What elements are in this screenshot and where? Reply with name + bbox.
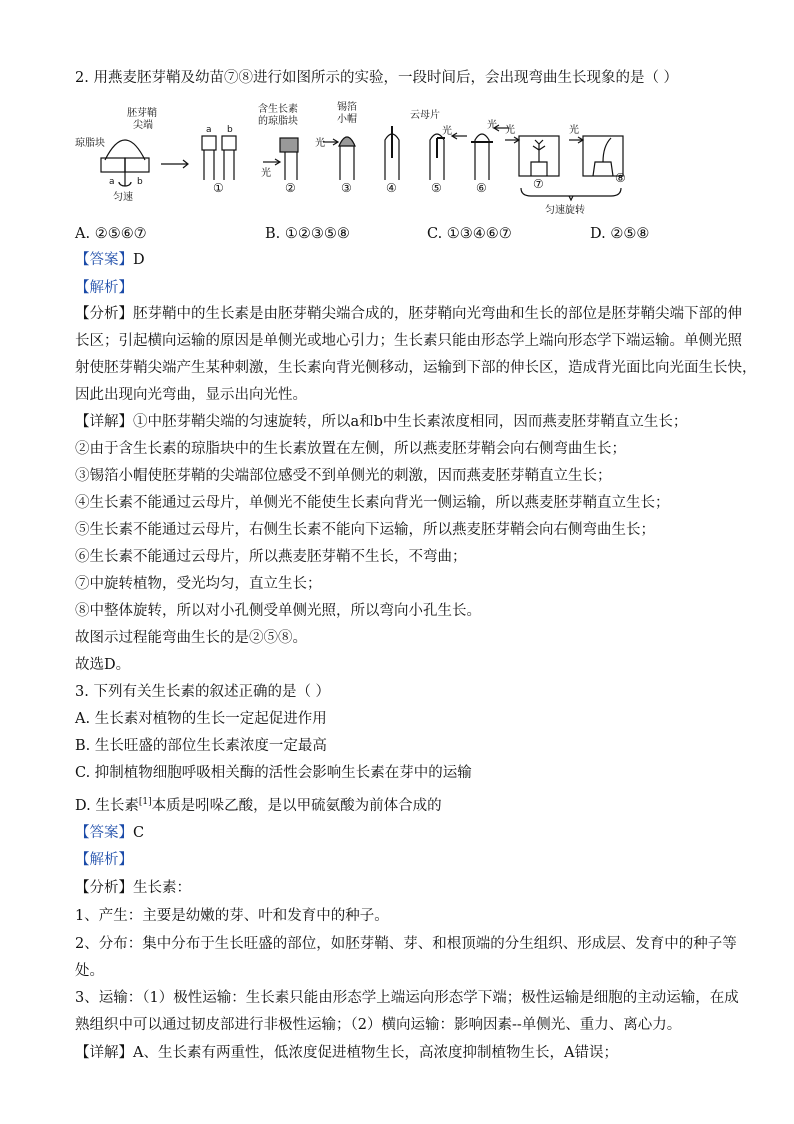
q2-analysis-line: 因此出现向光弯曲，显示出向光性。 <box>75 387 307 403</box>
answer-tag: 【答案】 <box>75 825 133 841</box>
label-light-8: 光 <box>569 125 579 136</box>
label-light-7: 光 <box>505 125 515 136</box>
q2-detail-line: ⑤生长素不能通过云母片，右侧生长素不能向下运输，所以燕麦胚芽鞘会向右侧弯曲生长； <box>75 522 655 538</box>
footnote-marker: [1] <box>138 797 152 807</box>
label-n4: ④ <box>386 181 397 195</box>
label-auxin-agar-2: 的琼脂块 <box>258 116 298 127</box>
q3-line: 【详解】A、生长素有两重性，低浓度促进植物生长，高浓度抑制植物生长，A错误； <box>75 1045 618 1061</box>
label-a-1: a <box>206 125 212 135</box>
label-a: a <box>109 177 115 187</box>
q2-option-a: A. ②⑤⑥⑦ <box>75 226 147 242</box>
q2-detail-line: ⑧中整体旋转，所以对小孔侧受单侧光照，所以弯向小孔生长。 <box>75 603 481 619</box>
label-uniform-speed: 匀速 <box>113 192 133 203</box>
answer-tag: 【答案】 <box>75 252 133 268</box>
label-coleoptile: 胚芽鞘 <box>127 108 157 119</box>
q3-line: 处。 <box>75 963 104 979</box>
q2-answer <box>75 250 145 270</box>
label-n7: ⑦ <box>533 177 544 191</box>
label-tin-foil: 锡箔 <box>337 102 357 113</box>
agar-block-b <box>125 158 149 172</box>
q2-option-b: B. ①②③⑤⑧ <box>265 226 350 242</box>
tin-foil-cap <box>339 137 355 146</box>
answer-value: D <box>133 252 145 268</box>
q2-detail-line: ④生长素不能通过云母片，单侧光不能使生长素向背光一侧运输，所以燕麦胚芽鞘直立生长； <box>75 495 670 511</box>
agar-block-a <box>101 158 125 172</box>
seedling-8 <box>603 138 611 162</box>
q3-analysis-tag: 【解析】 <box>75 852 133 868</box>
question-3-stem: 3. 下列有关生长素的叙述正确的是（ ） <box>75 684 331 700</box>
label-n6: ⑥ <box>476 181 487 195</box>
answer-value: C <box>133 825 145 841</box>
q2-analysis-tag: 【解析】 <box>75 280 133 296</box>
q3-line: 【分析】生长素： <box>75 880 191 896</box>
q3-option-b: B. 生长旺盛的部位生长素浓度一定最高 <box>75 738 327 754</box>
label-mica: 云母片 <box>410 110 440 121</box>
label-light-2: 光 <box>261 168 271 179</box>
q2-detail-line: ⑥生长素不能通过云母片，所以燕麦胚芽鞘不生长，不弯曲； <box>75 549 467 565</box>
label-n2: ② <box>285 181 296 195</box>
label-tin-foil-2: 小帽 <box>337 114 357 125</box>
q3-line: 1、产生：主要是幼嫩的芽、叶和发育中的种子。 <box>75 908 389 924</box>
auxin-agar-block <box>280 138 298 152</box>
q3-option-a: A. 生长素对植物的生长一定起促进作用 <box>75 711 327 727</box>
q2-detail-line: 故图示过程能弯曲生长的是②⑤⑧。 <box>75 630 307 646</box>
q2-option-c: C. ①③④⑥⑦ <box>427 226 512 242</box>
label-b: b <box>137 177 143 187</box>
q2-analysis-line: 长区；引起横向运输的原因是单侧光或地心引力；生长素只能由形态学上端向形态学下端运输。单侧光照 <box>75 333 742 349</box>
q2-analysis-line: 射使胚芽鞘尖端产生某种刺激，生长素向背光侧移动，运输到下部的伸长区，造成背光面比向光面生长快， <box>75 360 757 376</box>
label-n8: ⑧ <box>615 171 626 185</box>
label-light-6: 光 <box>487 120 497 131</box>
coleoptile-tip-shape <box>105 140 145 160</box>
q3-line: 熟组织中可以通过韧皮部进行非极性运输；（2）横向运输：影响因素--单侧光、重力、离心力。 <box>75 1017 682 1033</box>
q2-detail-line: 故选D。 <box>75 657 131 673</box>
label-n5: ⑤ <box>431 181 442 195</box>
label-agar-block: 琼脂块 <box>75 138 105 149</box>
q2-option-d: D. ②⑤⑧ <box>590 226 650 242</box>
label-uniform-rotation: 匀速旋转 <box>545 205 585 216</box>
q3-line: 3、运输：（1）极性运输：生长素只能由形态学上端运向形态学下端；极性运输是细胞的主动运输，在成 <box>75 990 739 1006</box>
q3-option-d <box>75 792 442 816</box>
seedling-7 <box>533 140 545 162</box>
q3-option-c: C. 抑制植物细胞呼吸相关酶的活性会影响生长素在芽中的运输 <box>75 765 472 781</box>
q2-analysis-line: 【分析】胚芽鞘中的生长素是由胚芽鞘尖端合成的，胚芽鞘向光弯曲和生长的部位是胚芽鞘尖端下部的伸 <box>75 306 742 322</box>
question-2-stem: 2. 用燕麦胚芽鞘及幼苗⑦⑧进行如图所示的实验，一段时间后，会出现弯曲生长现象的是（ ） <box>75 70 679 86</box>
label-n1: ① <box>213 181 224 195</box>
label-b-1: b <box>227 125 233 135</box>
label-light-3: 光 <box>315 138 325 149</box>
label-light-5: 光 <box>442 126 452 137</box>
label-n3: ③ <box>341 181 352 195</box>
q2-detail-line: ③锡箔小帽使胚芽鞘的尖端部位感受不到单侧光的刺激，因而燕麦胚芽鞘直立生长； <box>75 468 612 484</box>
q3-option-d-post: 本质是吲哚乙酸，是以甲硫氨酸为前体合成的 <box>151 797 442 814</box>
q2-detail-line: 【详解】①中胚芽鞘尖端的匀速旋转，所以a和b中生长素浓度相同，因而燕麦胚芽鞘直立生长； <box>75 414 688 430</box>
label-tip: 尖端 <box>133 120 153 131</box>
q3-answer <box>75 823 144 843</box>
q3-option-d-pre: D. 生长素 <box>75 797 139 814</box>
q2-detail-line: ⑦中旋转植物，受光均匀，直立生长； <box>75 576 322 592</box>
experiment-figure <box>75 100 635 218</box>
q3-line: 2、分布：集中分布于生长旺盛的部位，如胚芽鞘、芽、和根顶端的分生组织、形成层、发育中的种子等 <box>75 936 737 952</box>
q2-detail-line: ②由于含生长素的琼脂块中的生长素放置在左侧，所以燕麦胚芽鞘会向右侧弯曲生长； <box>75 441 626 457</box>
label-auxin-agar: 含生长素 <box>258 104 298 115</box>
